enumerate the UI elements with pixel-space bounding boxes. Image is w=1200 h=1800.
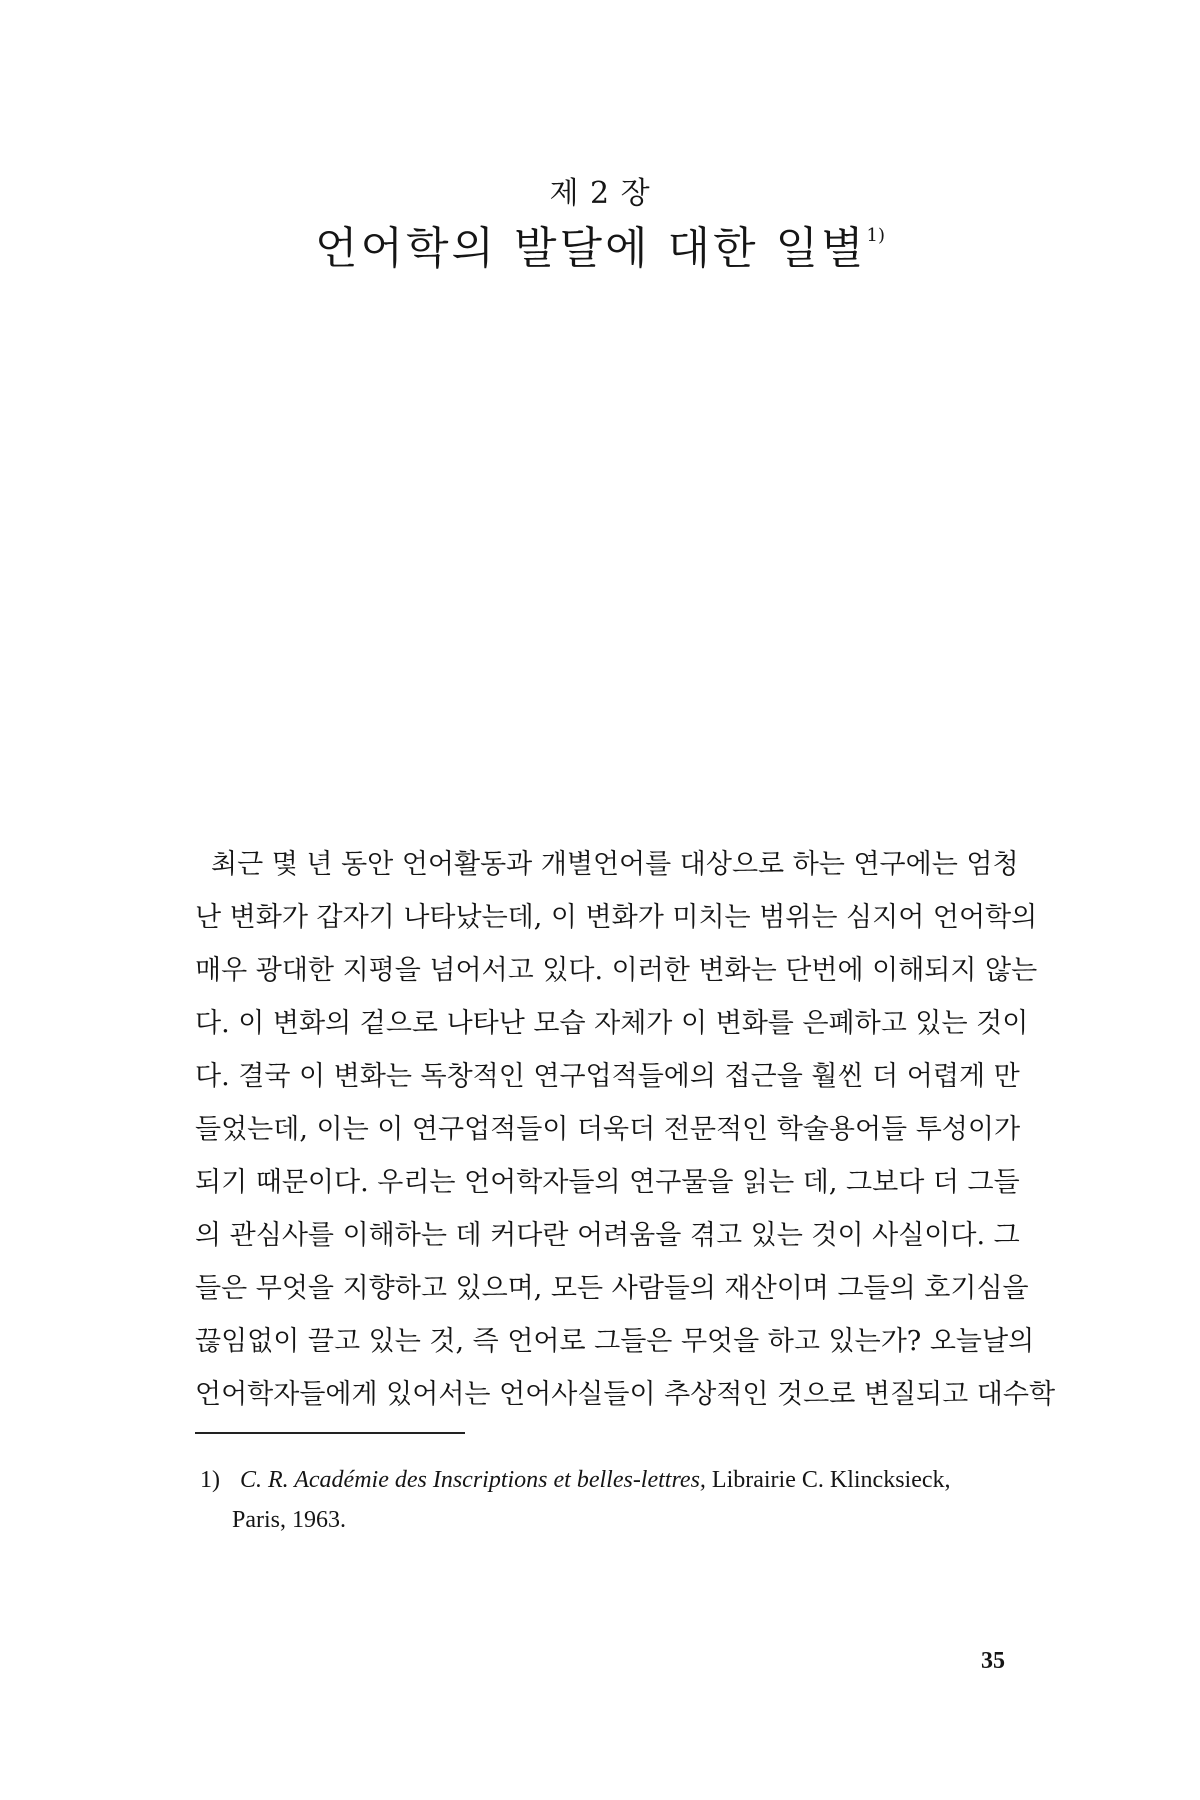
footnote-marker: 1) bbox=[200, 1467, 220, 1493]
footnote bbox=[200, 1460, 1008, 1540]
chapter-title-text: 언어학의 발달에 대한 일별 bbox=[315, 223, 867, 274]
body-line: 다. 결국 이 변화는 독창적인 연구업적들에의 접근을 훨씬 더 어렵게 만 bbox=[195, 1061, 1020, 1092]
body-line: 최근 몇 년 동안 언어활동과 개별언어를 대상으로 하는 연구에는 엄청 bbox=[211, 849, 1019, 880]
body-line: 언어학자들에게 있어서는 언어사실들이 추상적인 것으로 변질되고 대수학 bbox=[195, 1379, 1056, 1410]
body-line: 들은 무엇을 지향하고 있으며, 모든 사람들의 재산이며 그들의 호기심을 bbox=[195, 1273, 1029, 1304]
body-line: 의 관심사를 이해하는 데 커다란 어려움을 겪고 있는 것이 사실이다. 그 bbox=[195, 1220, 1020, 1251]
footnote-publisher: Librairie C. Klincksieck, bbox=[711, 1467, 951, 1493]
page-number: 35 bbox=[981, 1648, 1005, 1674]
body-line: 매우 광대한 지평을 넘어서고 있다. 이러한 변화는 단번에 이해되지 않는 bbox=[195, 955, 1038, 986]
body-paragraph bbox=[195, 838, 1056, 1421]
body-line: 들었는데, 이는 이 연구업적들이 더욱더 전문적인 학술용어들 투성이가 bbox=[195, 1114, 1021, 1145]
footnote-reference: 1) bbox=[866, 225, 885, 246]
footnote-work-title: C. R. Académie des Inscriptions et belles-lettres, bbox=[240, 1467, 706, 1493]
footnote-place-year: Paris, 1963. bbox=[232, 1507, 346, 1533]
body-line: 다. 이 변화의 겉으로 나타난 모습 자체가 이 변화를 은폐하고 있는 것이 bbox=[195, 1008, 1029, 1039]
body-line: 되기 때문이다. 우리는 언어학자들의 연구물을 읽는 데, 그보다 더 그들 bbox=[195, 1167, 1020, 1198]
chapter-label: 제 2 장 bbox=[549, 176, 651, 211]
footnote-divider bbox=[195, 1432, 465, 1434]
body-line: 난 변화가 갑자기 나타났는데, 이 변화가 미치는 범위는 심지어 언어학의 bbox=[195, 902, 1038, 933]
body-line: 끊임없이 끌고 있는 것, 즉 언어로 그들은 무엇을 하고 있는가? 오늘날의 bbox=[195, 1326, 1035, 1357]
chapter-title bbox=[0, 212, 1200, 276]
footnote-first-line bbox=[200, 1460, 1008, 1500]
